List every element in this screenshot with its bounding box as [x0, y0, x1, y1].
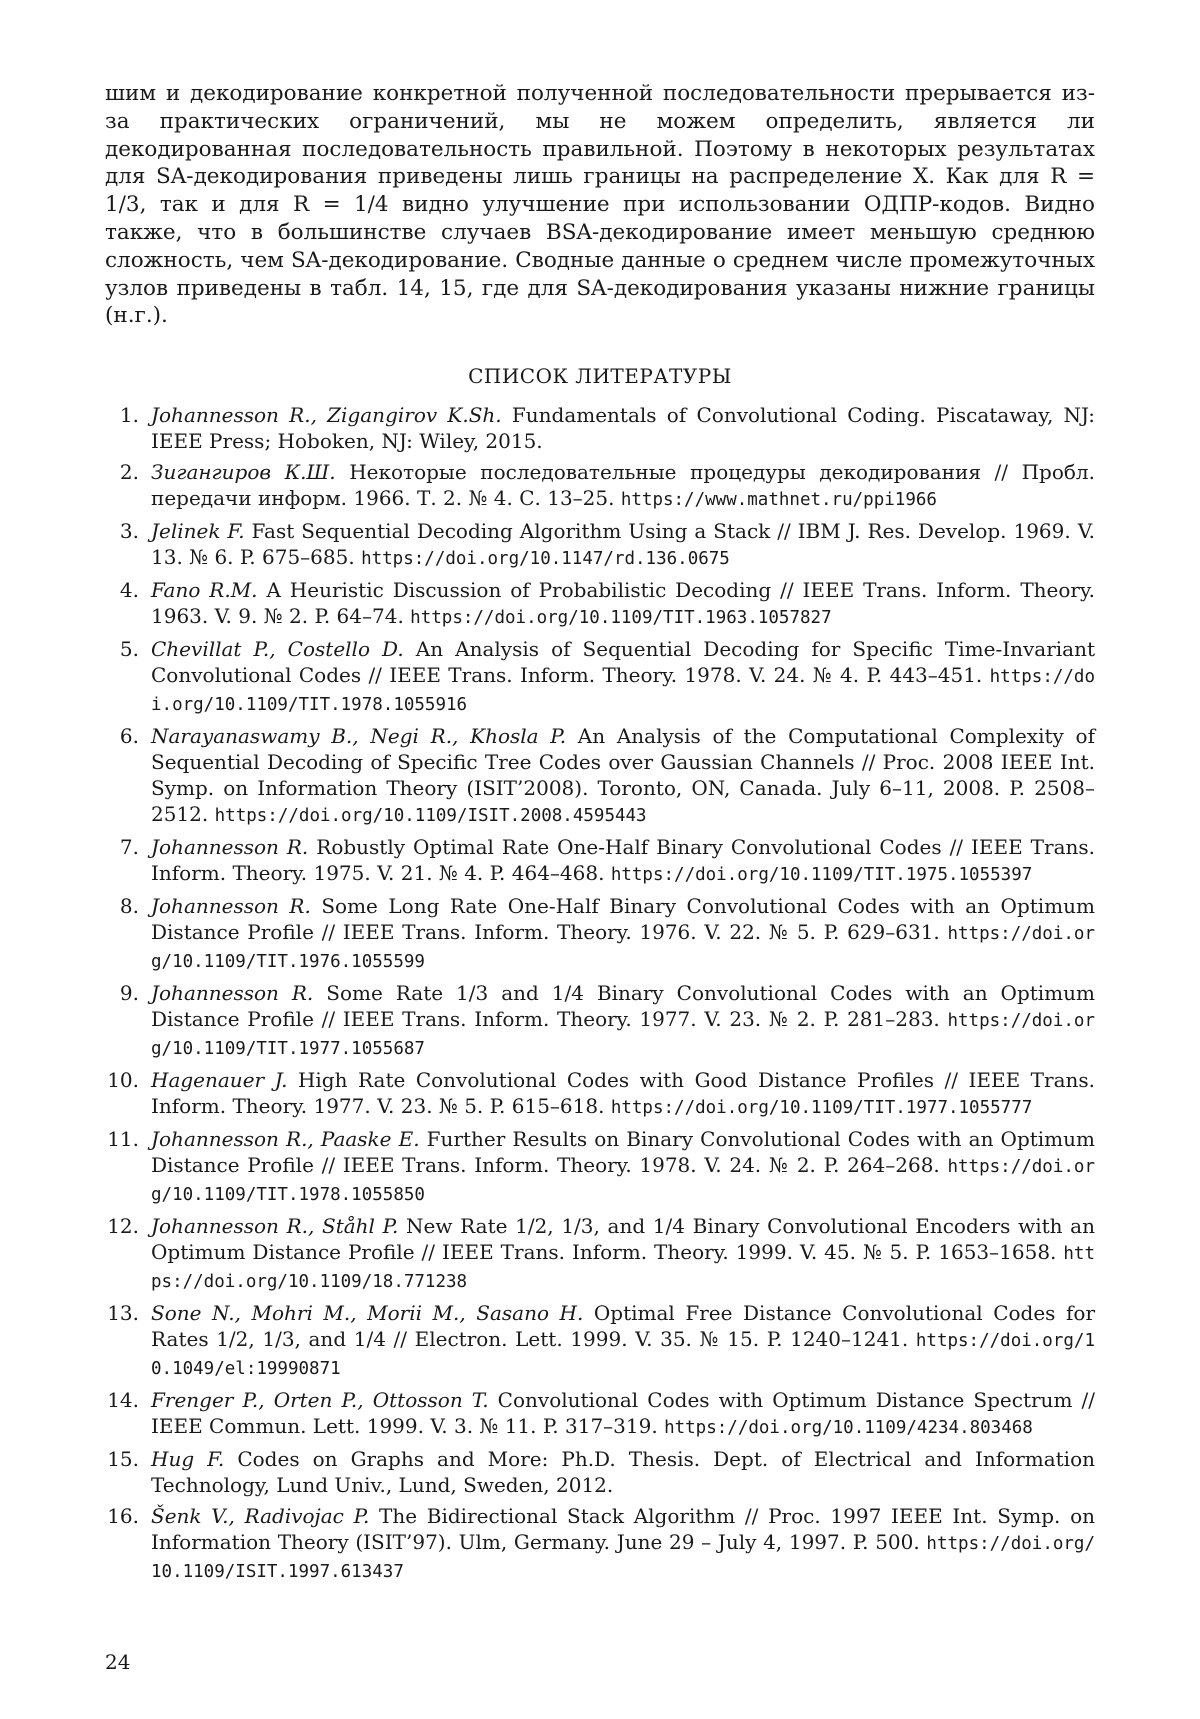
reference-number: 1. [119, 403, 139, 428]
references-heading: СПИСОК ЛИТЕРАТУРЫ [468, 364, 732, 389]
reference-link[interactable]: https://doi.org/10.1049/el:19990871 [151, 1331, 1095, 1380]
reference-text: An Analysis of Sequential Decoding for Specific Time-Invariant Convolutional Codes // IEEE Trans. Inform. Theory. 1978. V. 24. № 4. P. 443–451. [151, 637, 1096, 688]
reference-text: The Bidirectional Stack Algorithm // Proc. 1997 IEEE Int. Symp. on Information Theory (ISIT’97). Ulm, Germany. June 29 – July 4, 1997. P. 500. [151, 1504, 1095, 1555]
reference-item [105, 1503, 1095, 1585]
reference-text: Codes on Graphs and More: Ph.D. Thesis. Dept. of Electrical and Information Technology, Lund Univ., Lund, Sweden, 2012. [151, 1447, 1095, 1498]
reference-number: 4. [119, 578, 139, 603]
reference-item [105, 1067, 1095, 1121]
reference-number: 5. [119, 637, 139, 662]
reference-number: 11. [107, 1127, 139, 1152]
reference-number: 12. [107, 1214, 139, 1239]
reference-text: Fast Sequential Decoding Algorithm Using a Stack // IBM J. Res. Develop. 1969. V. 13. № 6. P. 675–685. [151, 519, 1095, 570]
reference-item [105, 459, 1095, 513]
reference-authors: Johannesson R., Ståhl P. [151, 1214, 399, 1239]
reference-authors: Johannesson R. [151, 894, 311, 919]
reference-authors: Jelinek F. [151, 519, 245, 544]
reference-number: 2. [119, 460, 139, 485]
page-content [105, 80, 1095, 1590]
reference-link[interactable]: https://doi.org/10.1109/TIT.1976.1055599 [151, 924, 1095, 973]
reference-item [105, 1300, 1095, 1382]
reference-item [105, 402, 1095, 454]
reference-number: 9. [119, 981, 139, 1006]
reference-link[interactable]: https://doi.org/10.1109/TIT.1977.1055777 [610, 1098, 1033, 1119]
reference-item [105, 1387, 1095, 1441]
reference-authors: Hagenauer J. [151, 1068, 288, 1093]
reference-item [105, 518, 1095, 572]
reference-number: 14. [107, 1388, 139, 1413]
reference-text: High Rate Convolutional Codes with Good Distance Profiles // IEEE Trans. Inform. Theory. 1977. V. 23. № 5. P. 615–618. [151, 1068, 1096, 1119]
reference-authors: Sone N., Mohri M., Morii M., Sasano H. [151, 1301, 584, 1326]
references-list [105, 402, 1095, 1585]
reference-text: Further Results on Binary Convolutional Codes with an Optimum Distance Profile // IEEE Trans. Inform. Theory. 1978. V. 24. № 2. P. 264–268. [151, 1127, 1095, 1178]
reference-number: 3. [119, 519, 139, 544]
reference-number: 13. [107, 1301, 139, 1326]
reference-authors: Johannesson R. [151, 835, 309, 860]
reference-number: 10. [107, 1068, 139, 1093]
reference-text: Некоторые последовательные процедуры декодирования // Пробл. передачи информ. 1966. Т. 2. № 4. С. 13–25. [151, 460, 1095, 511]
reference-authors: Chevillat P., Costello D. [151, 637, 404, 662]
reference-item [105, 723, 1095, 829]
reference-authors: Šenk V., Radivojac P. [151, 1504, 370, 1529]
reference-item [105, 834, 1095, 888]
reference-item [105, 1126, 1095, 1208]
reference-item [105, 1213, 1095, 1295]
reference-text: New Rate 1/2, 1/3, and 1/4 Binary Convolutional Encoders with an Optimum Distance Profile // IEEE Trans. Inform. Theory. 1999. V. 45. № 5. P. 1653–1658. [151, 1214, 1095, 1265]
reference-item [105, 1446, 1095, 1498]
reference-link[interactable]: https://doi.org/10.1147/rd.136.0675 [361, 549, 730, 570]
reference-authors: Зигангиров К.Ш. [151, 460, 336, 485]
reference-number: 6. [119, 724, 139, 749]
reference-text: A Heuristic Discussion of Probabilistic Decoding // IEEE Trans. Inform. Theory. 1963. V. 9. № 2. P. 64–74. [151, 578, 1095, 629]
reference-authors: Frenger P., Orten P., Ottosson T. [151, 1388, 489, 1413]
reference-number: 16. [107, 1504, 139, 1529]
reference-link[interactable]: https://doi.org/10.1109/TIT.1977.1055687 [151, 1011, 1095, 1060]
reference-text: Fundamentals of Convolutional Coding. Piscataway, NJ: IEEE Press; Hoboken, NJ: Wiley, 2015. [151, 403, 1095, 454]
reference-link[interactable]: https://doi.org/10.1109/TIT.1978.1055850 [151, 1157, 1095, 1206]
reference-link[interactable]: https://doi.org/10.1109/ISIT.2008.4595443 [214, 806, 647, 827]
reference-text: Some Long Rate One-Half Binary Convolutional Codes with an Optimum Distance Profile // IEEE Trans. Inform. Theory. 1976. V. 22. № 5. P. 629–631. [151, 894, 1095, 945]
reference-item [105, 980, 1095, 1062]
reference-authors: Fano R.M. [151, 578, 258, 603]
page-number: 24 [105, 1650, 131, 1674]
reference-text: Robustly Optimal Rate One-Half Binary Convolutional Codes // IEEE Trans. Inform. Theory. 1975. V. 21. № 4. P. 464–468. [151, 835, 1095, 886]
reference-link[interactable]: https://doi.org/10.1109/ISIT.1997.613437 [151, 1534, 1095, 1583]
reference-text: An Analysis of the Computational Complexity of Sequential Decoding of Specific Tree Codes over Gaussian Channels // Proc. 2008 IEEE Int. Symp. on Information Theory (ISIT’2008). Toronto, ON, Canada. July 6–11, 2008. P. 2508–2512. [151, 724, 1095, 827]
reference-item [105, 577, 1095, 631]
reference-link[interactable]: https://doi.org/10.1109/18.771238 [151, 1244, 1095, 1293]
reference-authors: Narayanaswamy B., Negi R., Khosla P. [151, 724, 567, 749]
reference-authors: Hug F. [151, 1447, 225, 1472]
intro-paragraph: шим и декодирование конкретной полученной последовательности прерывается из-за практических ограничений, мы не можем определить, является ли декодированная последовательность правильной. Поэтому в некоторых результатах для SA-декодирования приведены лишь границы на распределение X. Как для R = 1/3, так и для R = 1/4 видно улучшение при использовании ОДПР-кодов. Видно также, что в большинстве случаев BSA-декодирование имеет меньшую среднюю сложность, чем SA-декодирование. Сводные данные о среднем числе промежуточных узлов приведены в табл. 14, 15, где для SA-декодирования указаны нижние границы (н.г.). [105, 81, 1095, 329]
reference-number: 7. [119, 835, 139, 860]
reference-link[interactable]: https://doi.org/10.1109/TIT.1963.1057827 [410, 608, 832, 629]
reference-link[interactable]: https://doi.org/10.1109/4234.803468 [664, 1418, 1033, 1439]
reference-number: 8. [119, 894, 139, 919]
reference-text: Optimal Free Distance Convolutional Codes for Rates 1/2, 1/3, and 1/4 // Electron. Lett. 1999. V. 35. № 15. P. 1240–1241. [151, 1301, 1095, 1352]
reference-authors: Johannesson R. [151, 981, 314, 1006]
reference-link[interactable]: https://www.mathnet.ru/ppi1966 [620, 490, 937, 511]
reference-item [105, 893, 1095, 975]
reference-link[interactable]: https://doi.org/10.1109/TIT.1978.1055916 [151, 667, 1095, 716]
reference-link[interactable]: https://doi.org/10.1109/TIT.1975.1055397 [610, 865, 1033, 886]
reference-text: Convolutional Codes with Optimum Distance Spectrum // IEEE Commun. Lett. 1999. V. 3. № 11. P. 317–319. [151, 1388, 1095, 1439]
reference-number: 15. [107, 1447, 139, 1472]
reference-text: Some Rate 1/3 and 1/4 Binary Convolutional Codes with an Optimum Distance Profile // IEEE Trans. Inform. Theory. 1977. V. 23. № 2. P. 281–283. [151, 981, 1095, 1032]
reference-authors: Johannesson R., Paaske E. [151, 1127, 420, 1152]
reference-authors: Johannesson R., Zigangirov K.Sh. [151, 403, 502, 428]
reference-item [105, 636, 1095, 718]
